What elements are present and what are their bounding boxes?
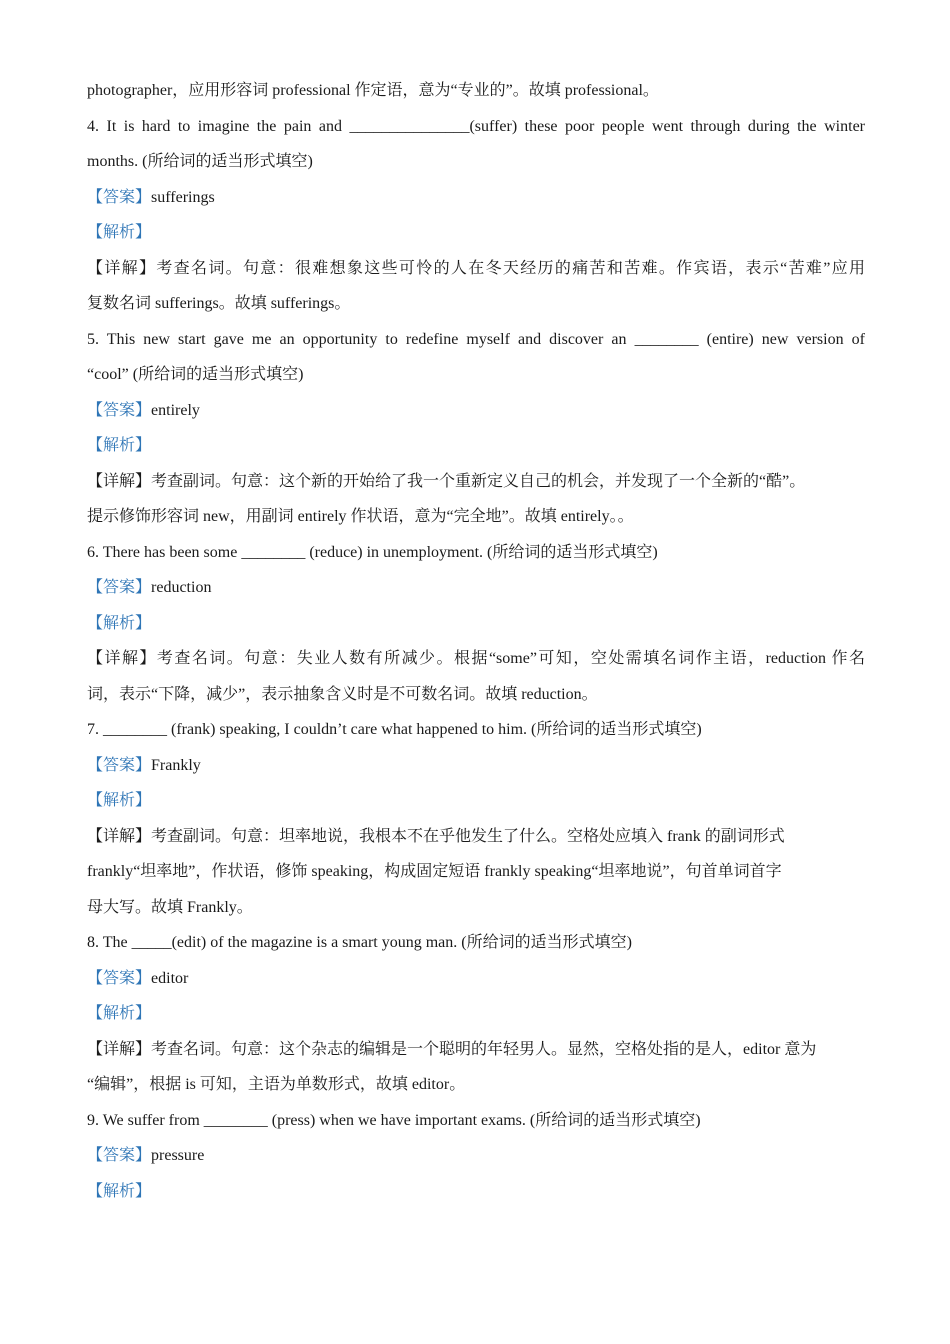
question-9 <box>87 1103 865 1210</box>
answer-label: 【答案】 <box>87 401 152 419</box>
answer-line <box>87 180 865 216</box>
detail-line <box>87 251 865 287</box>
question-text: 4. It is hard to imagine the pain and _______________(suffer) these poor people went through during the winter <box>87 117 865 135</box>
analysis-label: 【解析】 <box>87 614 152 632</box>
detail-line <box>87 641 865 677</box>
question-text-cont: “cool” (所给词的适当形式填空) <box>87 366 304 383</box>
detail-text-cont: 提示修饰形容词 new，用副词 entirely 作状语，意为“完全地”。故填 entirely。。 <box>87 508 634 525</box>
detail-text: 考查名词。句意：失业人数有所减少。根据“some”可知，空处需填名词作主语，reduction 作名 <box>156 650 865 667</box>
answer-value: pressure <box>151 1147 205 1164</box>
detail-text: 考查副词。句意：坦率地说，我根本不在乎他发生了什么。空格处应填入 frank 的副词形式 <box>151 827 785 845</box>
answer-value: entirely <box>151 401 200 419</box>
document-page <box>87 73 865 1209</box>
answer-line <box>87 393 865 429</box>
answer-value: sufferings <box>151 188 215 206</box>
analysis-label: 【解析】 <box>87 437 152 454</box>
detail-text-cont: 母大写。故填 Frankly。 <box>87 898 253 916</box>
analysis-line <box>87 996 865 1032</box>
question-4 <box>87 109 865 322</box>
answer-line <box>87 1138 865 1174</box>
answer-label: 【答案】 <box>87 1147 152 1164</box>
answer-label: 【答案】 <box>87 579 152 596</box>
detail-line <box>87 819 865 855</box>
analysis-label: 【解析】 <box>87 792 152 809</box>
analysis-line <box>87 606 865 642</box>
detail-label: 【详解】 <box>87 472 152 490</box>
answer-line <box>87 748 865 784</box>
answer-value: Frankly <box>151 756 201 774</box>
answer-line <box>87 961 865 997</box>
detail-text-cont: 词，表示“下降，减少”，表示抽象含义时是不可数名词。故填 reduction。 <box>87 685 598 703</box>
answer-label: 【答案】 <box>87 188 152 206</box>
detail-text: 考查名词。句意：很难想象这些可怜的人在冬天经历的痛苦和苦难。作宾语，表示“苦难”应用 <box>156 259 865 277</box>
detail-text-cont: 复数名词 sufferings。故填 sufferings。 <box>87 295 351 312</box>
detail-label: 【详解】 <box>87 1040 152 1058</box>
question-text: 9. We suffer from ________ (press) when we have important exams. (所给词的适当形式填空) <box>87 1111 701 1129</box>
answer-label: 【答案】 <box>87 969 152 987</box>
intro-line: photographer，应用形容词 professional 作定语，意为“专业的”。故填 professional。 <box>87 82 659 99</box>
question-text: 5. This new start gave me an opportunity to redefine myself and discover an ________ (entire) new version of <box>87 330 865 348</box>
question-text-cont: months. (所给词的适当形式填空) <box>87 153 313 170</box>
answer-value: reduction <box>151 579 212 596</box>
detail-text-cont: frankly“坦率地”，作状语，修饰 speaking，构成固定短语 frankly speaking“坦率地说”，句首单词首字 <box>87 863 782 880</box>
analysis-label: 【解析】 <box>87 224 152 241</box>
analysis-label: 【解析】 <box>87 1005 152 1022</box>
question-text: 8. The _____(edit) of the magazine is a smart young man. (所给词的适当形式填空) <box>87 934 632 951</box>
analysis-label: 【解析】 <box>87 1182 152 1200</box>
detail-line <box>87 1032 865 1068</box>
question-8 <box>87 925 865 1103</box>
analysis-line <box>87 215 865 251</box>
detail-label: 【详解】 <box>87 650 157 667</box>
detail-text: 考查副词。句意：这个新的开始给了我一个重新定义自己的机会，并发现了一个全新的“酷”。 <box>151 472 806 490</box>
answer-label: 【答案】 <box>87 756 152 774</box>
analysis-line <box>87 783 865 819</box>
question-text: 7. ________ (frank) speaking, I couldn’t care what happened to him. (所给词的适当形式填空) <box>87 721 702 738</box>
detail-text: 考查名词。句意：这个杂志的编辑是一个聪明的年轻男人。显然，空格处指的是人，editor 意为 <box>151 1040 817 1058</box>
answer-value: editor <box>151 969 189 987</box>
question-7 <box>87 712 865 925</box>
detail-text-cont: “编辑”，根据 is 可知，主语为单数形式，故填 editor。 <box>87 1076 466 1093</box>
question-6 <box>87 535 865 713</box>
detail-label: 【详解】 <box>87 827 152 845</box>
answer-line <box>87 570 865 606</box>
question-5 <box>87 322 865 535</box>
detail-line <box>87 464 865 500</box>
detail-label: 【详解】 <box>87 259 157 277</box>
analysis-line <box>87 1174 865 1210</box>
question-text: 6. There has been some ________ (reduce) in unemployment. (所给词的适当形式填空) <box>87 543 658 561</box>
analysis-line <box>87 428 865 464</box>
